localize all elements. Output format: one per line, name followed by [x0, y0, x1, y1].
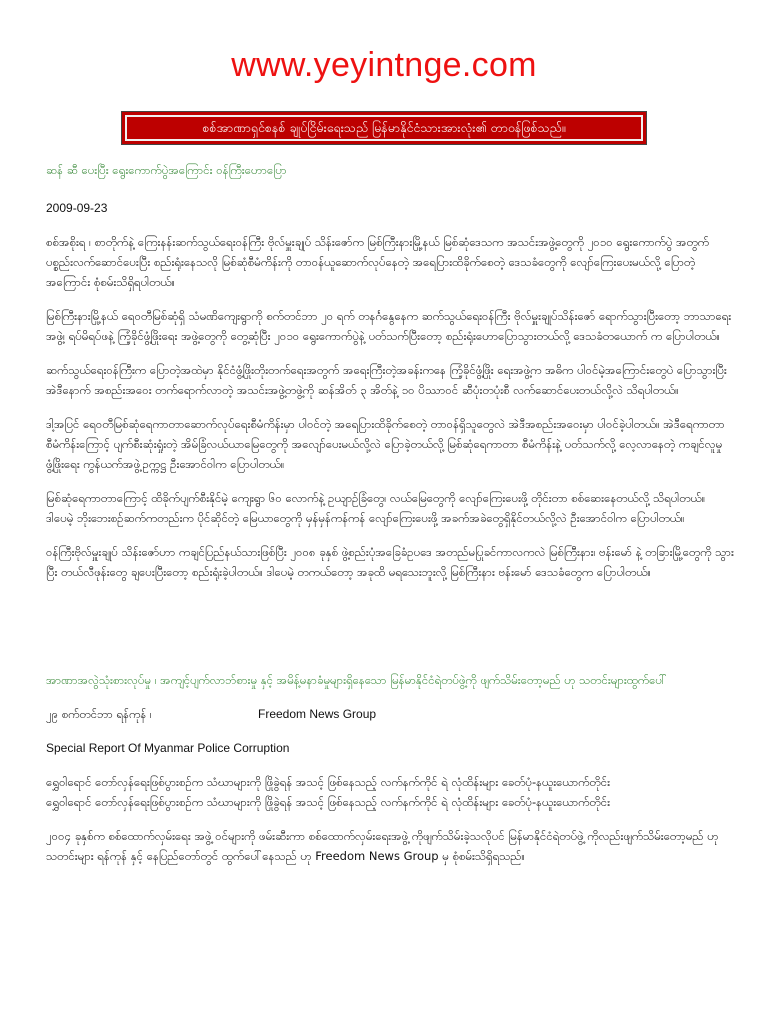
byline-date-place: ၂၉ စက်တင်ဘာ ရန်ကုန် ၊ — [46, 707, 152, 721]
slogan-banner — [121, 111, 647, 145]
photo-caption: ရွှေဝါရောင် တော်လှန်ရေးဖြစ်ပွားစဉ်က သံဃာများကို ဖြိုခွဲရန် အသင့် ဖြစ်နေသည့် လက်နက်ကိုင် ရဲ လုံထိန်းများ ခေတ်ပုံ-နယူးယောက်တိုင်း — [46, 775, 611, 789]
photo-caption: ရွှေဝါရောင် တော်လှန်ရေးဖြစ်ပွားစဉ်က သံဃာများကို ဖြိုခွဲရန် အသင့် ဖြစ်နေသည့် လက်နက်ကိုင် ရဲ လုံထိန်းများ ခေတ်ပုံ-နယူးယောက်တိုင်း — [46, 795, 611, 809]
paragraph: ဒါ့အပြင် ရေဝတီမြစ်ဆုံရေကာတာဆောက်လုပ်ရေးစီမံကိန်းမှာ ပါဝင်တဲ့ အရေပြားထိခိုက်စေတဲ့ တာဝန်ရှိသူတွေလဲ အဲဒီအစည်းအဝေးမှာ ပါဝင်ခဲ့ပါတယ်။ အဲဒီရေကာတာစီမံကိန်းကြောင့် ပျက်စီးဆုံးရှုံးတဲ့ အိမ်ခြံလယ်ယာမြေတွေကို အလျော်ပေးမယ်လို့လဲ ပြောခဲ့တယ်လို့ မြစ်ဆုံရေကာတာ စီမံကိန်းနဲ့ ပတ်သက်လို့ လေ့လာနေတဲ့ ကချင်လူမှုဖွံ့ဖြိုးရေး ကွန်ယက်အဖွဲ့ဥက္ကဋ္ဌ ဦးအောင်ဝါက ပြောပါတယ်။ — [46, 417, 725, 471]
article-date: 2009-09-23 — [46, 201, 108, 215]
article-body — [46, 160, 736, 866]
special-report-title: Special Report Of Myanmar Police Corruption — [46, 741, 290, 755]
paragraph: ဝန်ကြီးဗိုလ်မှူးချုပ် သိန်းဇော်ဟာ ကချင်ပြည်နယ်သားဖြစ်ပြီး ၂၀၀၈ ခုနှစ် ဖွဲ့စည်းပုံအခြေခံဥပဒေ အတည်မပြုခင်ကာလကလဲ မြစ်ကြီးနား၊ ဗန်းမော် နဲ့ တခြားမြို့တွေကို သွားပြီး တယ်လီဖုန်းတွေ ချပေးပြီးတော့ စည်းရုံးခဲ့ပါတယ်။ ဒါပေမဲ့ တကယ်တော့ အခုထိ မရသေးဘူးလို့ မြစ်ကြီးနား ဗန်းမော် ဒေသခံတွေက ပြောပါတယ်။ — [46, 545, 734, 579]
paragraph: မြစ်ဆုံရေကာတာကြောင့် ထိခိုက်ပျက်စီးနိုင်မဲ့ ကျေးရွာ ၆၀ လောက်နဲ့ ဥယျာဉ်ခြံတွေ၊ လယ်မြေတွေကို လျော်ကြေးပေးဖို့ တိုင်းတာ စစ်ဆေးနေတယ်လို့ သိရပါတယ်။ ဒါပေမဲ့ ဘိုးဘေးစဉ်ဆက်ကတည်းက ပိုင်ဆိုင်တဲ့ မြေယာတွေကို မှန်မှန်ကန်ကန် လျော်ကြေးပေးဖို့ အခက်အခဲတွေရှိနိုင်တယ်လို့လဲ ဦးအောင်ဝါက ပြောပါတယ်။ — [46, 491, 706, 525]
byline-source: Freedom News Group — [258, 707, 377, 721]
byline — [46, 704, 736, 724]
paragraph: ဆက်သွယ်ရေးဝန်ကြီးက ပြောတဲ့အထဲမှာ နိုင်ငံဖွံ့ဖြိုးတိုးတက်ရေးအတွက် အရေးကြီးတဲ့အခန်းကနေ ကြံ့ခိုင်ဖွံ့ဖြိုး ရေးအဖွဲ့က အဓိက ပါဝင်မဲ့အကြောင်းတွေပဲ ပြောသွားပြီး အဲဒီနောက် အစည်းအဝေး တက်ရောက်လာတဲ့ အသင်းအဖွဲ့တဖွဲ့ကို ဆန်အိတ် ၃ အိတ်နဲ့ ၁၀ ပိဿာဝင် ဆီပုံးတပုံးစီ လက်ဆောင်ပေးတယ်လို့လဲ သိရပါတယ်။ — [46, 363, 727, 397]
section-headline: အာဏာအလွဲသုံးစားလုပ်မှု ၊ အကျင့်ပျက်လာဘ်စားမှု နှင့် အမိန့်မနာခံမှုများရှိနေသော မြန်မာနိုင်ငံရဲတပ်ဖွဲ့ကို ဖျက်သိမ်းတော့မည် ဟု သတင်းများထွက်ပေါ် — [46, 673, 668, 687]
article-headline: ဆန် ဆီ ပေးပြီး ရွေးကောက်ပွဲအကြောင်း ဝန်ကြီးဟောပြော — [46, 163, 287, 177]
paragraph: စစ်အစိုးရ ၊ စာတိုက်နဲ့ ကြေးနန်းဆက်သွယ်ရေးဝန်ကြီး ဗိုလ်မှူးချုပ် သိန်းဇော်က မြစ်ကြီးနားမြို့နယ် မြစ်ဆုံဒေသက အသင်းအဖွဲ့တွေကို ၂၀၁၀ ရွေးကောက်ပွဲ အတွက် ပစ္စည်းလက်ဆောင်ပေးပြီး စည်းရုံးနေသလို မြစ်ဆုံစီမံကိန်းကို တာဝန်ယူဆောက်လုပ်နေတဲ့ အရေပြားထိခိုက်စေတဲ့ ဒေသခံတွေကို လျော်ကြေးပေးမယ်လို့ ပြောတဲ့အကြောင်း စုံစမ်းသိရှိရပါတယ်။ — [46, 235, 710, 289]
slogan-text: စစ်အာဏာရှင်စနစ် ချုပ်ငြိမ်းရေးသည် မြန်မာနိုင်ငံသားအားလုံး၏ တာဝန်ဖြစ်သည်။ — [125, 115, 643, 141]
site-url[interactable]: www.yeyintnge.com — [231, 46, 537, 84]
paragraph: ၂၀၀၄ ခုနှစ်က စစ်ထောက်လှမ်းရေး အဖွဲ့ ဝင်များကို ဖမ်းဆီးကာ စစ်ထောက်လှမ်းရေးအဖွဲ့ ကိုဖျက်သိမ်းခဲ့သလိုပင် မြန်မာနိုင်ငံရဲတပ်ဖွဲ့ ကိုလည်းဖျက်သိမ်းတော့မည် ဟု သတင်းများ ရန်ကုန် နှင့် နေပြည်တော်တွင် ထွက်ပေါ်နေသည် ဟု Freedom News Group မှ စုံစမ်းသိရှိရသည်။ — [46, 829, 719, 863]
paragraph: မြစ်ကြီးနားမြို့နယ် ရေဝတီမြစ်ဆုံရှိ သံမဏိကျေးရွာကို စက်တင်ဘာ ၂၀ ရက် တနင်္ဂနွေနေက ဆက်သွယ်ရေးဝန်ကြီး ဗိုလ်မှူးချုပ်သိန်းဇော် ရောက်သွားပြီးတော့ ဘာသာရေးအဖွဲ့၊ ရပ်မိရပ်ဖနဲ့ ကြံ့ခိုင်ဖွံ့ဖြိုးရေး အဖွဲ့တွေကို တွေ့ဆုံပြီး ၂၀၁၀ ရွေးကောက်ပွဲနဲ့ ပတ်သက်ပြီးတော့ စည်းရုံးဟောပြောသွားတယ်လို့ ဒေသခံတယောက် က ပြောပါတယ်။ — [46, 309, 732, 343]
